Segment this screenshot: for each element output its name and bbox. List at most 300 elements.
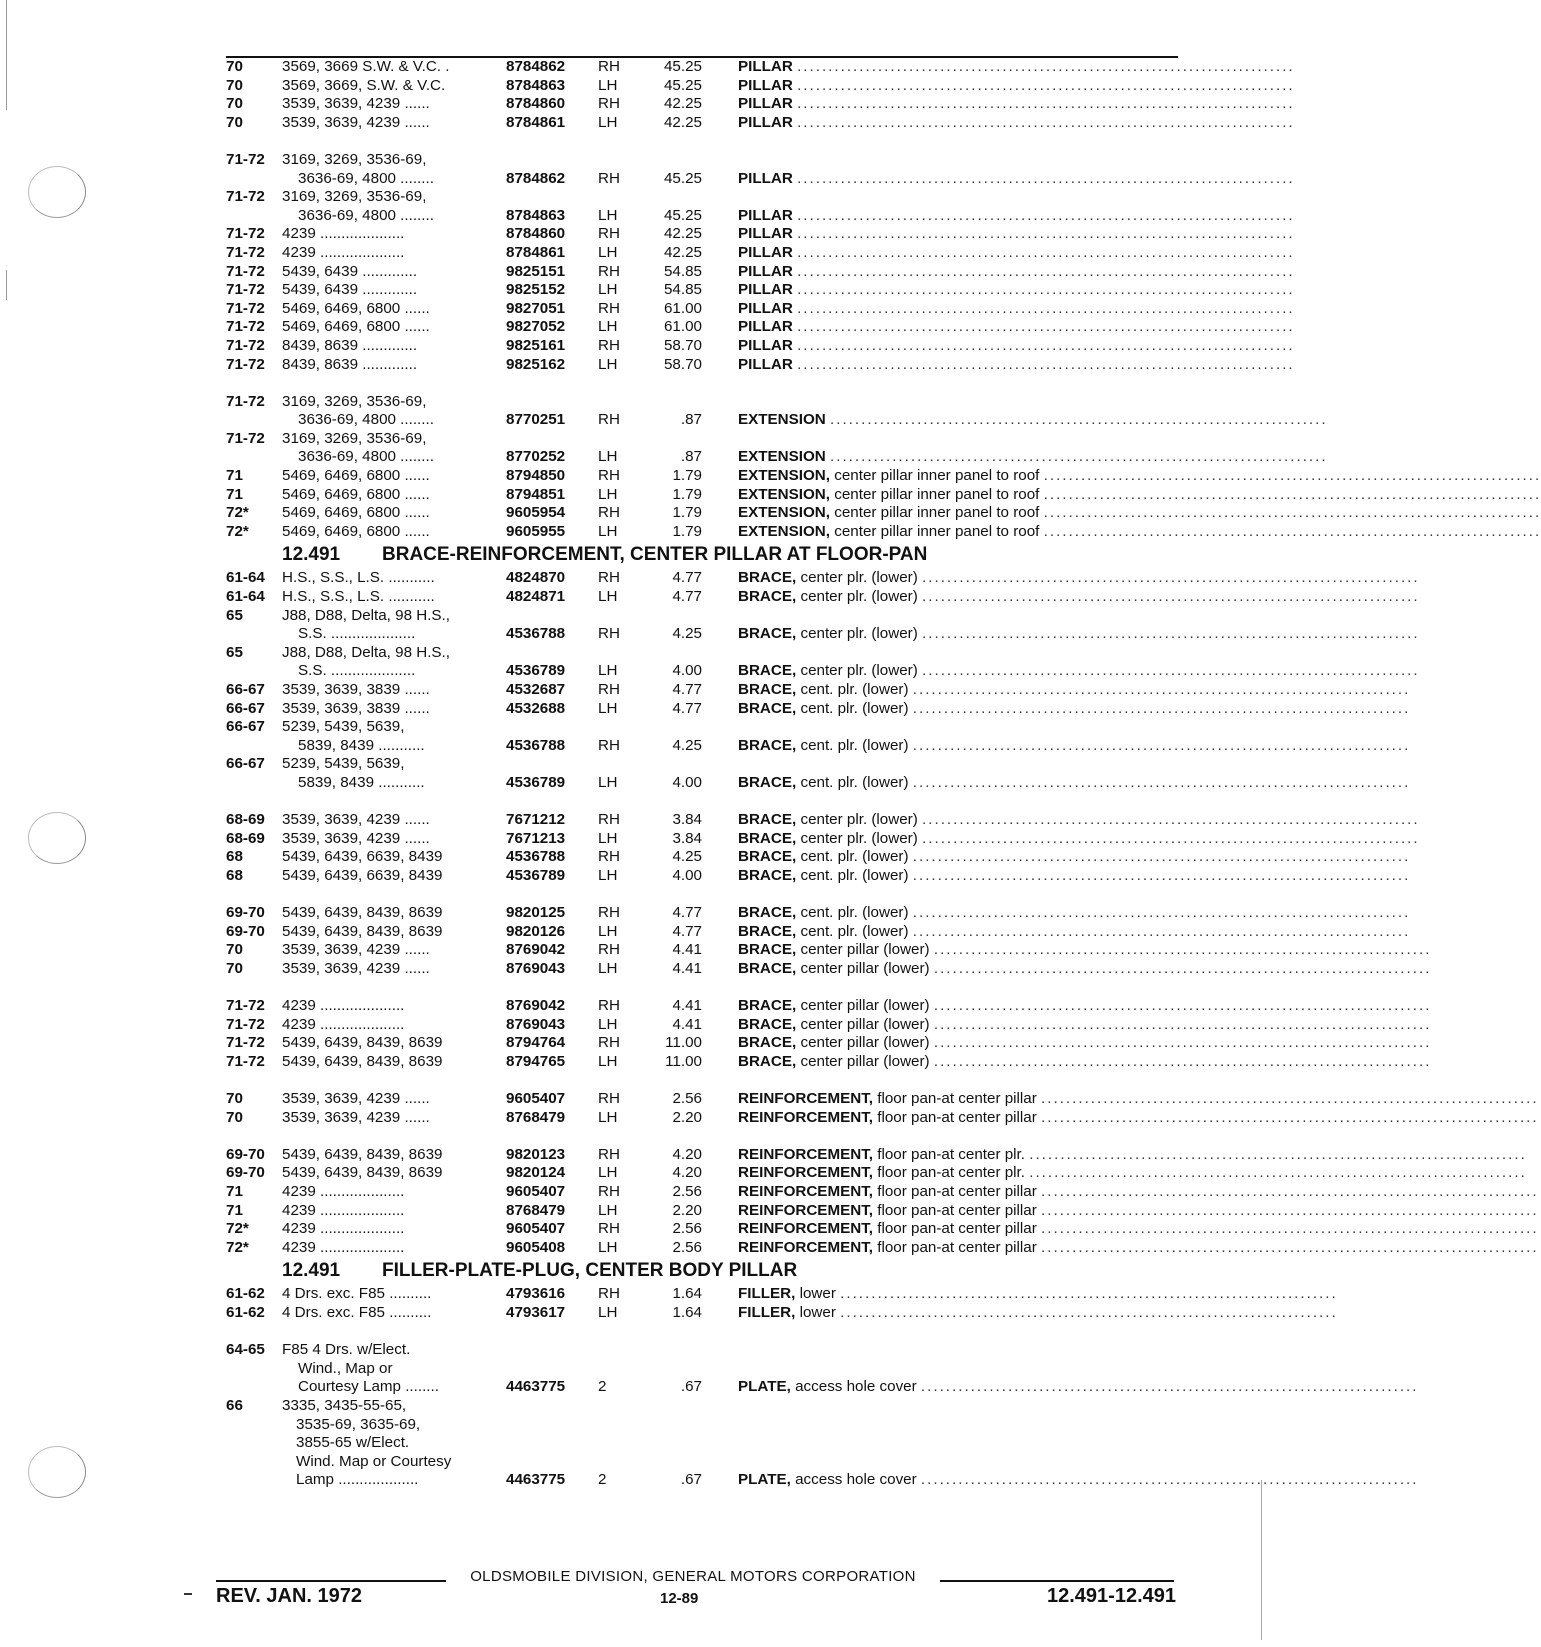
leader-dots: ................................................................................ xyxy=(912,773,1411,791)
parts-row xyxy=(226,318,1295,337)
description-name: EXTENSION, xyxy=(738,522,830,540)
description-cell xyxy=(738,922,1411,942)
model-cell: S.S. .................... xyxy=(298,625,416,643)
description-name: FILLER, xyxy=(738,1304,796,1321)
description-detail: floor pan-at center pillar xyxy=(877,1201,1037,1219)
part-number-cell: 4463775 xyxy=(506,1378,566,1396)
description-cell xyxy=(738,997,1432,1016)
model-cell: Wind. Map or Courtesy xyxy=(296,1452,452,1470)
description-name: BRACE, xyxy=(738,811,797,829)
leader-dots: ................................................................................ xyxy=(797,76,1295,94)
part-number-cell: 8784860 xyxy=(506,225,566,243)
price-cell: 4.00 xyxy=(672,866,702,884)
part-number-cell: 4824870 xyxy=(506,569,566,587)
description-detail: floor pan-at center pillar xyxy=(877,1090,1037,1108)
part-number-cell: 4463775 xyxy=(506,1471,566,1489)
parts-row xyxy=(226,355,1295,375)
price-cell: 4.41 xyxy=(672,997,702,1015)
side-cell: RH xyxy=(598,569,620,587)
description-detail: cent. plr. (lower) xyxy=(800,866,909,884)
description-cell xyxy=(738,1378,1419,1397)
side-cell: LH xyxy=(598,773,618,791)
leader-dots: ................................................................................ xyxy=(830,411,1328,429)
description-name: BRACE, xyxy=(738,997,797,1015)
model-cell: 3636-69, 4800 ........ xyxy=(298,169,434,187)
model-cell: 3169, 3269, 3536-69, xyxy=(282,150,427,168)
parts-row xyxy=(226,1416,1176,1435)
model-cell: 3636-69, 4800 ........ xyxy=(298,206,434,224)
description-name: BRACE, xyxy=(738,922,797,940)
model-cell: 5469, 6469, 6800 ...... xyxy=(282,299,430,317)
description-name: EXTENSION xyxy=(738,448,826,466)
model-cell: 5439, 6439, 6639, 8439 xyxy=(282,866,443,884)
description-name: PILLAR xyxy=(738,95,793,113)
price-cell: 1.79 xyxy=(672,522,702,540)
model-cell: 3335, 3435-55-65, xyxy=(282,1396,407,1414)
parts-row xyxy=(226,522,1541,542)
price-cell: 11.00 xyxy=(665,1034,702,1052)
model-cell: 5439, 6439, 6639, 8439 xyxy=(282,848,443,866)
part-number-cell: 8770252 xyxy=(506,448,566,466)
description-name: PLATE, xyxy=(738,1471,791,1489)
side-cell: RH xyxy=(598,1090,620,1108)
price-cell: 58.70 xyxy=(663,355,702,373)
part-number-cell: 8784863 xyxy=(506,76,566,94)
side-cell: RH xyxy=(598,504,620,522)
description-name: REINFORCEMENT, xyxy=(738,1238,874,1256)
description-name: REINFORCEMENT, xyxy=(738,1090,874,1108)
model-cell: 3539, 3639, 4239 ...... xyxy=(282,1108,430,1126)
part-number-cell: 4536789 xyxy=(506,866,566,884)
part-number-cell: 9820125 xyxy=(506,904,566,922)
parts-row xyxy=(226,393,1176,412)
price-cell: 4.20 xyxy=(672,1145,702,1163)
parts-row xyxy=(226,662,1420,681)
description-detail: center plr. (lower) xyxy=(800,811,918,829)
description-detail: center plr. (lower) xyxy=(800,569,918,587)
parts-row xyxy=(226,430,1176,449)
leader-dots: ................................................................................ xyxy=(912,848,1411,866)
margin-mark xyxy=(184,1593,192,1595)
side-cell: RH xyxy=(598,411,620,429)
side-cell: LH xyxy=(598,866,618,884)
model-cell: Wind., Map or xyxy=(298,1359,393,1377)
year-cell: 71 xyxy=(226,467,243,485)
model-cell: 5469, 6469, 6800 ...... xyxy=(282,467,430,485)
part-number-cell: 8769042 xyxy=(506,941,566,959)
side-cell: RH xyxy=(598,904,620,922)
description-name: BRACE, xyxy=(738,625,797,643)
year-cell: 66-67 xyxy=(226,699,265,717)
description-detail: center pillar (lower) xyxy=(800,1034,930,1052)
side-cell: RH xyxy=(598,262,620,280)
description-name: FILLER, xyxy=(738,1285,796,1303)
side-cell: RH xyxy=(598,169,620,187)
model-cell: 3539, 3639, 4239 ...... xyxy=(282,1090,430,1108)
description-cell xyxy=(738,169,1295,189)
year-cell: 70 xyxy=(226,58,243,75)
part-number-cell: 4536788 xyxy=(506,848,566,866)
description-cell xyxy=(738,1201,1539,1221)
price-cell: 54.85 xyxy=(663,262,702,280)
leader-dots: ................................................................................ xyxy=(1043,467,1541,485)
model-cell: 3539, 3639, 3839 ...... xyxy=(282,681,430,698)
year-cell: 70 xyxy=(226,95,243,113)
side-cell: RH xyxy=(598,95,620,113)
footer-rule-right xyxy=(940,1580,1174,1582)
part-number-cell: 8794765 xyxy=(506,1052,566,1070)
leader-dots: ................................................................................ xyxy=(797,58,1295,75)
year-cell: 61-64 xyxy=(226,569,265,587)
model-cell: 3535-69, 3635-69, xyxy=(296,1415,421,1433)
description-cell xyxy=(738,773,1411,793)
leader-dots: ................................................................................ xyxy=(830,448,1328,466)
leader-dots: ................................................................................ xyxy=(1043,485,1541,503)
price-cell: 4.77 xyxy=(672,569,702,587)
parts-row xyxy=(226,299,1295,319)
side-cell: LH xyxy=(598,113,618,131)
section-number: 12.491 xyxy=(282,544,341,566)
price-cell: 4.77 xyxy=(672,699,702,717)
description-cell xyxy=(738,504,1541,523)
model-cell: 3539, 3639, 4239 ...... xyxy=(282,941,430,959)
description-cell xyxy=(738,58,1295,77)
row-spacer xyxy=(226,1127,1176,1146)
description-detail: center pillar inner panel to roof xyxy=(834,504,1040,522)
year-cell: 71 xyxy=(226,1183,243,1201)
description-cell xyxy=(738,866,1411,886)
leader-dots: ................................................................................ xyxy=(1041,1090,1539,1108)
leader-dots: ................................................................................ xyxy=(840,1285,1338,1303)
description-cell xyxy=(738,1090,1539,1109)
parts-row xyxy=(226,95,1295,114)
price-cell: 45.25 xyxy=(663,169,702,187)
description-cell xyxy=(738,1220,1539,1239)
side-cell: RH xyxy=(598,736,620,754)
side-cell: 2 xyxy=(598,1471,607,1489)
year-cell: 65 xyxy=(226,606,243,624)
description-detail: center pillar (lower) xyxy=(800,959,930,977)
price-cell: 54.85 xyxy=(663,281,702,299)
parts-row xyxy=(226,699,1411,719)
leader-dots: ................................................................................ xyxy=(797,243,1295,261)
footer-revision: REV. JAN. 1972 xyxy=(216,1585,363,1607)
model-cell: 3539, 3639, 4239 ...... xyxy=(282,829,430,847)
model-cell: 5439, 6439, 8439, 8639 xyxy=(282,1052,443,1070)
leader-dots: ................................................................................ xyxy=(797,281,1295,299)
side-cell: LH xyxy=(598,448,618,466)
side-cell: LH xyxy=(598,1164,618,1182)
parts-row xyxy=(226,1052,1432,1072)
parts-row xyxy=(226,169,1295,189)
description-name: PILLAR xyxy=(738,336,793,354)
leader-dots: ................................................................................ xyxy=(933,959,1432,977)
left-edge-line xyxy=(6,0,7,110)
description-detail: center pillar inner panel to roof xyxy=(834,522,1040,540)
description-name: BRACE, xyxy=(738,866,797,884)
parts-row xyxy=(226,243,1295,263)
side-cell: RH xyxy=(598,848,620,866)
leader-dots: ................................................................................ xyxy=(1029,1145,1527,1163)
row-spacer xyxy=(226,374,1176,393)
description-cell xyxy=(738,1304,1338,1323)
parts-row xyxy=(226,485,1541,505)
leader-dots: ................................................................................ xyxy=(933,1015,1432,1033)
year-cell: 70 xyxy=(226,941,243,959)
model-cell: S.S. .................... xyxy=(298,662,416,680)
description-detail: center plr. (lower) xyxy=(800,625,918,643)
model-cell: Lamp ................... xyxy=(296,1471,419,1489)
description-detail: floor pan-at center pillar xyxy=(877,1238,1037,1256)
side-cell: LH xyxy=(598,1108,618,1126)
leader-dots: ................................................................................ xyxy=(922,588,1420,606)
model-cell: 4 Drs. exc. F85 .......... xyxy=(282,1285,432,1303)
description-name: BRACE, xyxy=(738,829,797,847)
parts-row xyxy=(226,151,1176,170)
price-cell: 3.84 xyxy=(672,811,702,829)
description-name: PILLAR xyxy=(738,113,793,131)
price-cell: 4.41 xyxy=(672,1015,702,1033)
model-cell: 3539, 3639, 4239 ...... xyxy=(282,959,430,977)
description-cell xyxy=(738,625,1420,644)
description-name: PILLAR xyxy=(738,243,793,261)
description-name: PILLAR xyxy=(738,58,793,75)
model-cell: 4239 .................... xyxy=(282,243,405,261)
year-cell: 71-72 xyxy=(226,1015,265,1033)
side-cell: LH xyxy=(598,1015,618,1033)
parts-row xyxy=(226,755,1176,774)
description-name: PILLAR xyxy=(738,299,793,317)
leader-dots: ................................................................................ xyxy=(912,681,1411,698)
parts-row xyxy=(226,58,1295,77)
model-cell: 3539, 3639, 4239 ...... xyxy=(282,95,430,113)
description-detail: floor pan-at center pillar xyxy=(877,1220,1037,1238)
model-cell: 5839, 8439 ........... xyxy=(298,736,425,754)
description-detail: floor pan-at center pillar xyxy=(877,1183,1037,1201)
model-cell: 3569, 3669, S.W. & V.C. xyxy=(282,76,446,94)
description-cell xyxy=(738,588,1420,607)
price-cell: 42.25 xyxy=(663,95,702,113)
side-cell: RH xyxy=(598,58,620,75)
price-cell: 2.20 xyxy=(672,1108,702,1126)
model-cell: 4 Drs. exc. F85 .......... xyxy=(282,1304,432,1321)
year-cell: 71-72 xyxy=(226,262,265,280)
description-detail: center plr. (lower) xyxy=(800,588,918,606)
price-cell: 1.79 xyxy=(672,504,702,522)
description-detail: cent. plr. (lower) xyxy=(800,773,909,791)
leader-dots: ................................................................................ xyxy=(922,625,1420,643)
description-detail: floor pan-at center plr. xyxy=(877,1145,1025,1163)
year-cell: 71-72 xyxy=(226,997,265,1015)
side-cell: RH xyxy=(598,681,620,698)
model-cell: 5439, 6439, 8439, 8639 xyxy=(282,904,443,922)
footer-rule-left xyxy=(216,1580,446,1582)
parts-row xyxy=(226,1304,1338,1323)
part-number-cell: 9605955 xyxy=(506,522,566,540)
parts-row xyxy=(226,225,1295,244)
model-cell: 5439, 6439 ............. xyxy=(282,262,418,280)
description-detail: lower xyxy=(799,1285,836,1303)
year-cell: 71-72 xyxy=(226,281,265,299)
part-number-cell: 8769043 xyxy=(506,1015,566,1033)
part-number-cell: 8769043 xyxy=(506,959,566,977)
leader-dots: ................................................................................ xyxy=(797,355,1295,373)
leader-dots: ................................................................................ xyxy=(797,169,1295,187)
parts-row xyxy=(226,336,1295,356)
part-number-cell: 4536788 xyxy=(506,625,566,643)
description-cell xyxy=(738,299,1295,319)
description-cell xyxy=(738,1034,1432,1053)
description-detail: lower xyxy=(799,1304,836,1321)
price-cell: 42.25 xyxy=(663,243,702,261)
description-cell xyxy=(738,1145,1527,1165)
description-cell xyxy=(738,829,1420,849)
year-cell: 69-70 xyxy=(226,1164,265,1182)
part-number-cell: 9820123 xyxy=(506,1145,566,1163)
parts-list xyxy=(226,58,1541,1490)
description-detail: center pillar (lower) xyxy=(800,1052,930,1070)
parts-row xyxy=(226,206,1295,226)
description-detail: cent. plr. (lower) xyxy=(800,922,909,940)
year-cell: 71-72 xyxy=(226,299,265,317)
part-number-cell: 4793616 xyxy=(506,1285,566,1303)
description-detail: cent. plr. (lower) xyxy=(800,904,909,922)
part-number-cell: 8784862 xyxy=(506,169,566,187)
year-cell: 71-72 xyxy=(226,429,265,447)
row-spacer xyxy=(226,1323,1176,1342)
year-cell: 69-70 xyxy=(226,1145,265,1163)
description-cell xyxy=(738,318,1295,337)
model-cell: 4239 .................... xyxy=(282,1238,405,1256)
description-name: BRACE, xyxy=(738,569,797,587)
year-cell: 70 xyxy=(226,959,243,977)
punch-hole xyxy=(28,166,86,218)
description-name: PILLAR xyxy=(738,76,793,94)
parts-row xyxy=(226,997,1432,1016)
leader-dots: ................................................................................ xyxy=(1041,1238,1539,1256)
model-cell: 8439, 8639 ............. xyxy=(282,336,418,354)
description-detail: cent. plr. (lower) xyxy=(800,848,909,866)
description-cell xyxy=(738,467,1541,486)
description-cell xyxy=(738,336,1295,356)
description-cell xyxy=(738,811,1420,830)
leader-dots: ................................................................................ xyxy=(797,262,1295,280)
model-cell: 5439, 6439, 8439, 8639 xyxy=(282,1145,443,1163)
description-detail: center pillar (lower) xyxy=(800,941,930,959)
year-cell: 71 xyxy=(226,485,243,503)
model-cell: 8439, 8639 ............. xyxy=(282,355,418,373)
leader-dots: ................................................................................ xyxy=(1043,504,1541,522)
side-cell: RH xyxy=(598,299,620,317)
year-cell: 68-69 xyxy=(226,829,265,847)
side-cell: LH xyxy=(598,1052,618,1070)
price-cell: 11.00 xyxy=(665,1052,702,1070)
parts-row xyxy=(226,262,1295,282)
year-cell: 71-72 xyxy=(226,1052,265,1070)
part-number-cell: 8794850 xyxy=(506,467,566,485)
leader-dots: ................................................................................ xyxy=(912,866,1411,884)
side-cell: RH xyxy=(598,997,620,1015)
year-cell: 71-72 xyxy=(226,1034,265,1052)
parts-row xyxy=(226,736,1411,756)
side-cell: RH xyxy=(598,811,620,829)
description-detail: floor pan-at center plr. xyxy=(877,1164,1025,1182)
leader-dots: ................................................................................ xyxy=(912,736,1411,754)
description-name: PILLAR xyxy=(738,206,793,224)
description-cell xyxy=(738,1183,1539,1202)
description-name: REINFORCEMENT, xyxy=(738,1108,874,1126)
description-cell xyxy=(738,411,1328,430)
leader-dots: ................................................................................ xyxy=(912,904,1411,922)
leader-dots: ................................................................................ xyxy=(1029,1164,1527,1182)
year-cell: 71-72 xyxy=(226,188,265,206)
description-cell xyxy=(738,485,1541,505)
parts-row xyxy=(226,1108,1539,1128)
description-cell xyxy=(738,113,1295,133)
part-number-cell: 7671212 xyxy=(506,811,566,829)
price-cell: 3.84 xyxy=(672,829,702,847)
model-cell: 5439, 6439, 8439, 8639 xyxy=(282,1034,443,1052)
description-name: BRACE, xyxy=(738,681,797,698)
description-cell xyxy=(738,941,1432,960)
description-cell xyxy=(738,281,1295,300)
price-cell: 4.41 xyxy=(672,959,702,977)
description-cell xyxy=(738,95,1295,114)
description-name: EXTENSION, xyxy=(738,485,830,503)
year-cell: 71-72 xyxy=(226,392,265,410)
description-name: PLATE, xyxy=(738,1378,791,1396)
price-cell: 4.77 xyxy=(672,922,702,940)
year-cell: 72* xyxy=(226,522,249,540)
description-name: BRACE, xyxy=(738,736,797,754)
description-cell xyxy=(738,1052,1432,1072)
description-detail: access hole cover xyxy=(795,1471,917,1489)
model-cell: J88, D88, Delta, 98 H.S., xyxy=(282,643,450,661)
leader-dots: ................................................................................ xyxy=(840,1304,1338,1321)
description-cell xyxy=(738,662,1420,681)
year-cell: 69-70 xyxy=(226,904,265,922)
description-name: BRACE, xyxy=(738,848,797,866)
price-cell: 2.56 xyxy=(672,1220,702,1238)
description-name: BRACE, xyxy=(738,1052,797,1070)
parts-row xyxy=(226,1238,1539,1258)
side-cell: RH xyxy=(598,941,620,959)
side-cell: LH xyxy=(598,699,618,717)
parts-row xyxy=(226,644,1176,663)
price-cell: 1.64 xyxy=(672,1285,702,1303)
leader-dots: ................................................................................ xyxy=(922,662,1420,680)
leader-dots: ................................................................................ xyxy=(922,829,1420,847)
year-cell: 66-67 xyxy=(226,755,265,773)
description-name: BRACE, xyxy=(738,773,797,791)
model-cell: 5439, 6439, 8439, 8639 xyxy=(282,922,443,940)
leader-dots: ................................................................................ xyxy=(797,299,1295,317)
part-number-cell: 8769042 xyxy=(506,997,566,1015)
model-cell: H.S., S.S., L.S. ........... xyxy=(282,569,435,587)
part-number-cell: 4824871 xyxy=(506,588,566,606)
model-cell: 3569, 3669 S.W. & V.C. . xyxy=(282,58,450,75)
year-cell: 64-65 xyxy=(226,1341,265,1359)
price-cell: 42.25 xyxy=(663,113,702,131)
description-cell xyxy=(738,522,1541,542)
part-number-cell: 9605954 xyxy=(506,504,566,522)
part-number-cell: 9605407 xyxy=(506,1220,566,1238)
price-cell: 2.56 xyxy=(672,1090,702,1108)
description-detail: center plr. (lower) xyxy=(800,662,918,680)
part-number-cell: 9825161 xyxy=(506,336,566,354)
model-cell: 4239 .................... xyxy=(282,1183,405,1201)
part-number-cell: 4793617 xyxy=(506,1304,566,1321)
